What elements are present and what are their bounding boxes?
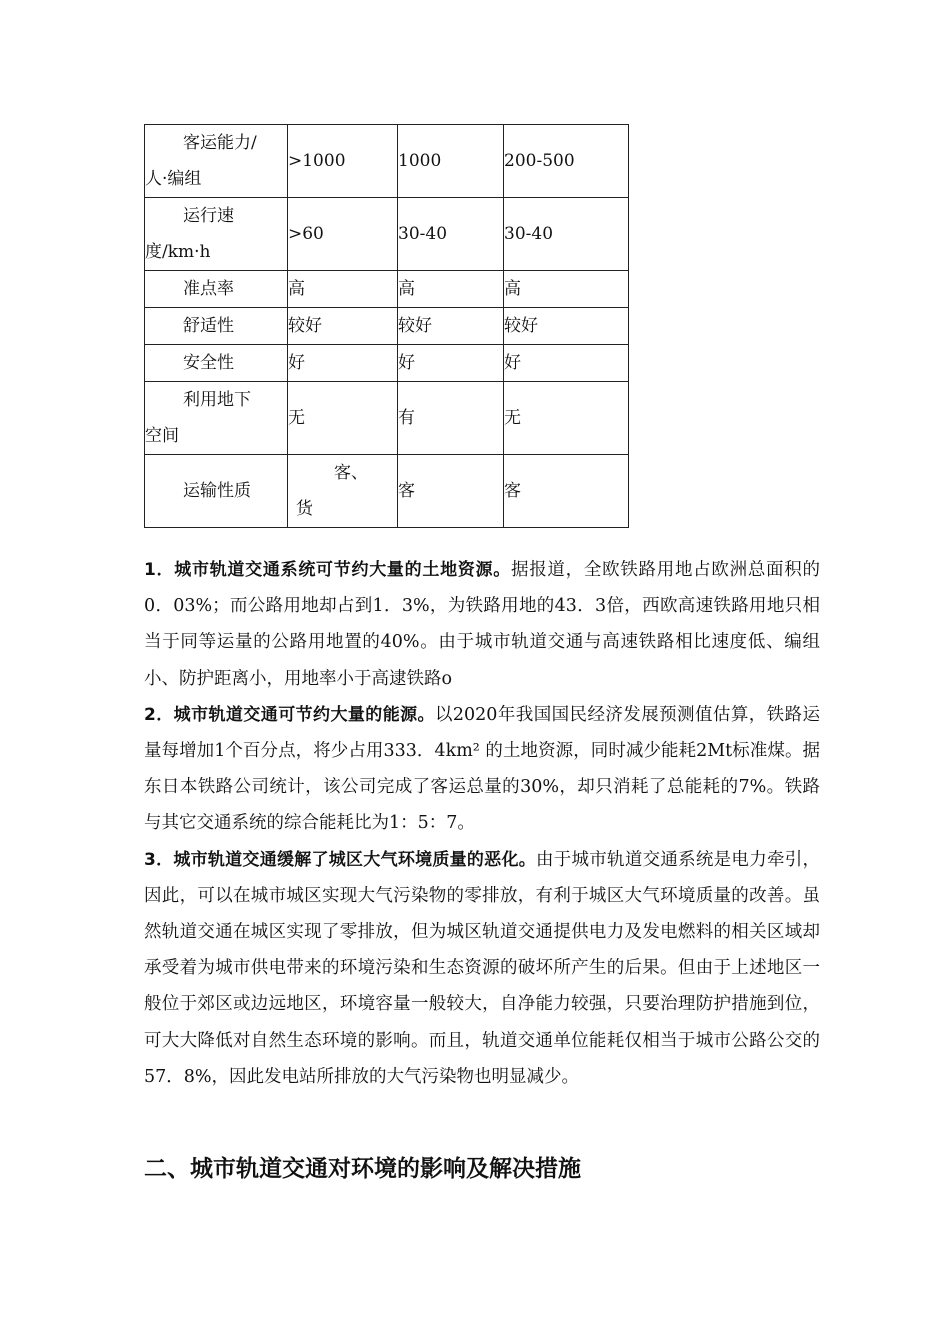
table-cell: 客、 货 <box>288 455 398 528</box>
table-row <box>145 455 629 528</box>
table-cell: >60 <box>288 198 398 271</box>
row-label: 利用地下 空间 <box>145 382 288 455</box>
row-label: 运行速 度/km·h <box>145 198 288 271</box>
row-label: 客运能力/ 人·编组 <box>145 125 288 198</box>
table-cell: 无 <box>288 382 398 455</box>
table-cell: 好 <box>398 345 504 382</box>
paragraph-text: 据报道，全欧铁路用地占欧洲总面积的0．03%；而公路用地却占到1．3%，为铁路用地的43．3倍，西欧高速铁路用地只相当于同等运量的公路用地置的40%。由于城市轨道交通与高速铁路相比速度低、编组小、防护距离小，用地率小于高逮铁路o <box>144 560 821 689</box>
paragraph-lead: 1．城市轨道交通系统可节约大量的土地资源。 <box>144 560 511 580</box>
section-heading: 二、城市轨道交通对环境的影响及解决措施 <box>144 1156 581 1182</box>
table-cell: 好 <box>288 345 398 382</box>
table-row <box>145 345 629 382</box>
paragraph-text: 以2020年我国国民经济发展预测值估算，铁路运量每增加1个百分点，将少占用333．4km² 的土地资源，同时减少能耗2Mt标准煤。据东日本铁路公司统计，该公司完成了客运总量的30%，却只消耗了总能耗的7%。铁路与其它交通系统的综合能耗比为1：5：7。 <box>144 704 821 834</box>
table-cell: 较好 <box>398 308 504 345</box>
table-row <box>145 198 629 271</box>
row-label: 舒适性 <box>145 308 288 345</box>
table-cell: 客 <box>504 455 629 528</box>
paragraph-lead: 2．城市轨道交通可节约大量的能源。 <box>144 704 435 725</box>
table-row <box>145 382 629 455</box>
table-cell: 30-40 <box>504 198 629 271</box>
table-cell: 30-40 <box>398 198 504 271</box>
table-cell: 高 <box>504 271 629 308</box>
table-cell: 客 <box>398 455 504 528</box>
table-cell: 1000 <box>398 125 504 198</box>
row-label: 安全性 <box>145 345 288 382</box>
table-row <box>145 125 629 198</box>
row-label: 运输性质 <box>145 455 288 528</box>
paragraph <box>144 842 820 1095</box>
table-cell: 有 <box>398 382 504 455</box>
table-cell: 无 <box>504 382 629 455</box>
table-cell: 200-500 <box>504 125 629 198</box>
paragraph-lead: 3．城市轨道交通缓解了城区大气环境质量的恶化。 <box>144 849 536 870</box>
paragraph <box>144 552 820 697</box>
table-cell: 高 <box>288 271 398 308</box>
table-cell: 高 <box>398 271 504 308</box>
table-cell: >1000 <box>288 125 398 198</box>
comparison-table <box>144 124 629 528</box>
body-text <box>144 552 820 1095</box>
paragraph-text: 由于城市轨道交通系统是电力牵引，因此，可以在城市城区实现大气污染物的零排放，有利于城区大气环境质量的改善。虽然轨道交通在城区实现了零排放，但为城区轨道交通提供电力及发电燃料的相关区域却承受着为城市供电带来的环境污染和生态资源的破坏所产生的后果。但由于上述地区一般位于郊区或边远地区，环境容量一般较大，自净能力较强，只要治理防护措施到位，可大大降低对自然生态环境的影响。而且，轨道交通单位能耗仅相当于城市公路公交的57．8%，因此发电站所排放的大气污染物也明显减少。 <box>144 849 820 1087</box>
table-cell: 较好 <box>504 308 629 345</box>
table-row <box>145 271 629 308</box>
table-cell: 好 <box>504 345 629 382</box>
paragraph <box>144 697 820 842</box>
table-cell: 较好 <box>288 308 398 345</box>
table-row <box>145 308 629 345</box>
row-label: 准点率 <box>145 271 288 308</box>
